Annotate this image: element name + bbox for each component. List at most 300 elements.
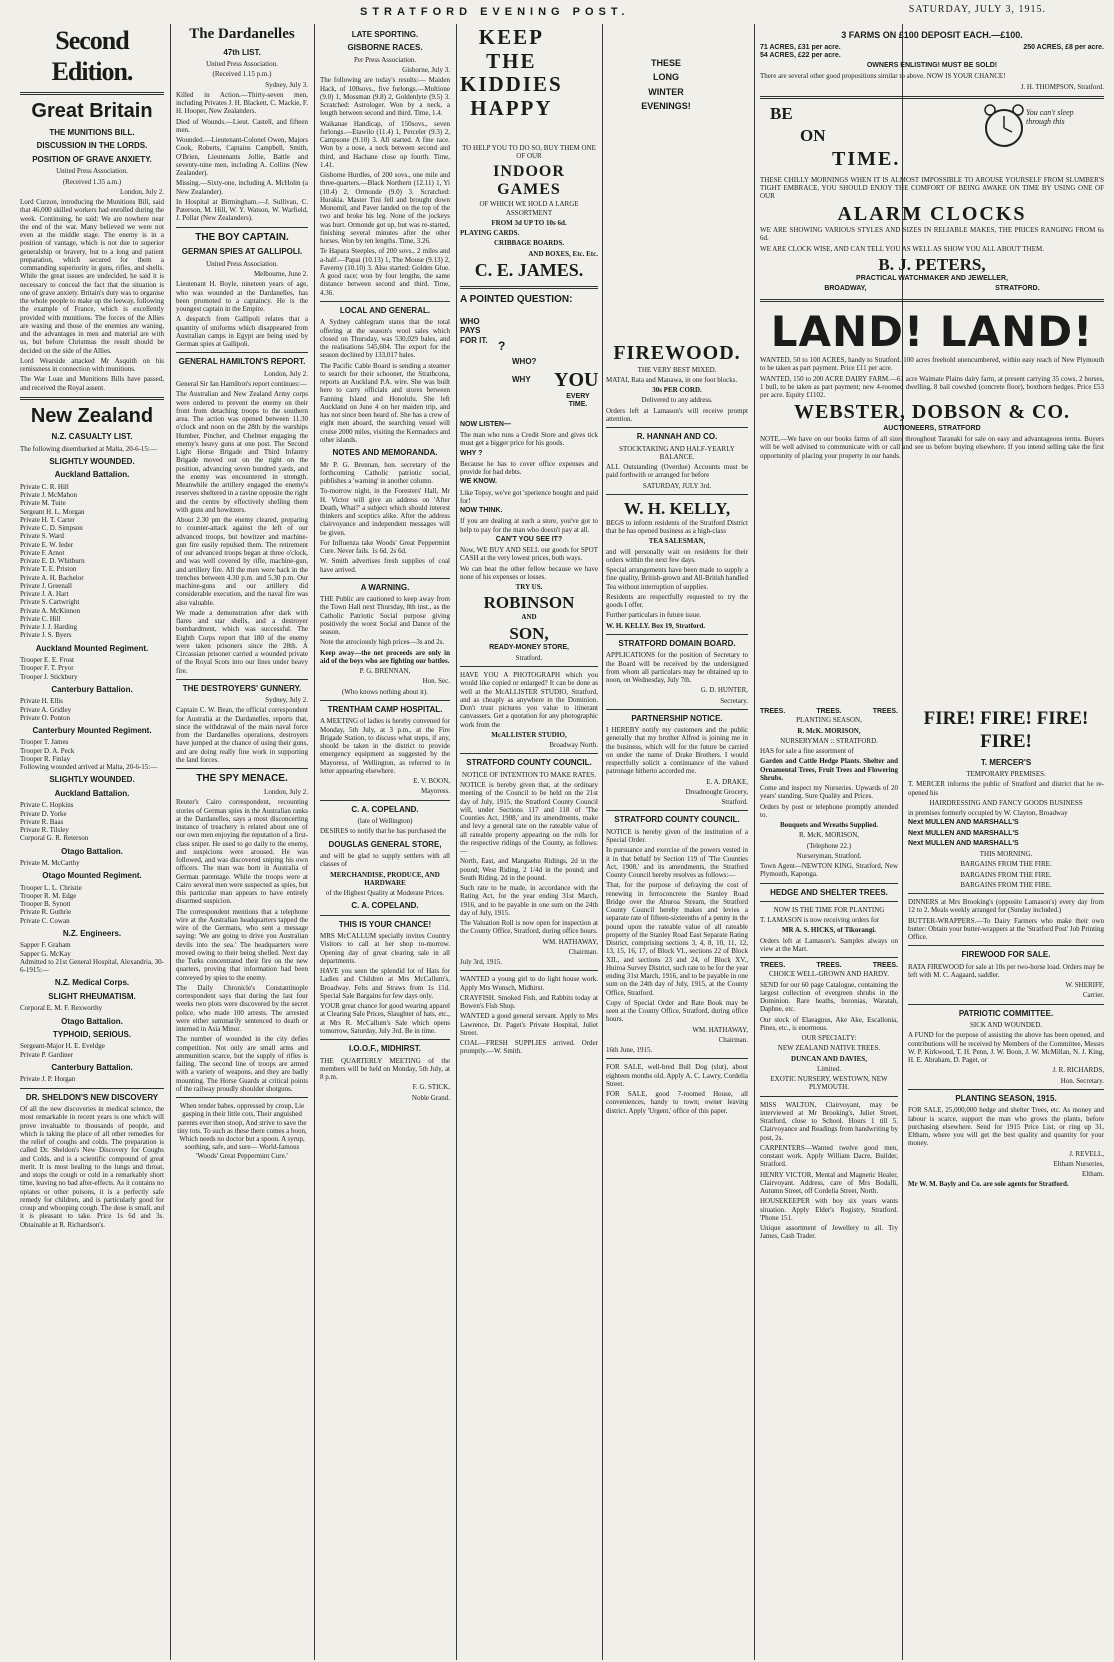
advert-headline: THE xyxy=(486,48,537,73)
classified-ad: CRAYFISH. Smoked Fish, and Rabbits today at Bowen's Fish Shop. xyxy=(460,993,598,1011)
advert-body: RATA FIREWOOD for sale at 10s per two-horse load. Orders may be left with M. C. Aagaard, saddler. xyxy=(908,962,1104,979)
name-list xyxy=(20,656,164,681)
section-heading: GENERAL HAMILTON'S REPORT. xyxy=(178,357,306,367)
casualty-name: Private C. Hopkins xyxy=(20,801,74,810)
article-paragraph: In Hospital at Birmingham.—J. Sullivan, C. Paterson, M. Hill, W. Y. Watson, W. Warfield, J. Pollar (New Zealanders). xyxy=(176,197,308,223)
advert-text: THESE xyxy=(650,58,681,68)
casualty-name: Trooper J. Stickbury xyxy=(20,672,78,681)
name-list xyxy=(20,483,164,640)
notice-subheading: SICK AND WOUNDED. xyxy=(969,1021,1042,1030)
column-rule xyxy=(754,24,755,1660)
name-list xyxy=(20,884,164,925)
signature: Nurseryman, Stratford. xyxy=(796,851,862,860)
advert-body: Further particulars in future issue. xyxy=(606,611,702,620)
advert-body: THIS MORNING. xyxy=(979,850,1033,859)
name-list xyxy=(20,697,164,722)
signature: WM. HATHAWAY, xyxy=(692,1025,748,1034)
advert-body: Next MULLEN AND MARSHALL'S xyxy=(908,819,1019,827)
advert-text: TREES. xyxy=(872,708,898,715)
advert-body: MATAI, Rata and Manawa, in one foot blocks. xyxy=(606,375,738,384)
advert-heading: R. HANNAH AND CO. xyxy=(636,432,718,442)
advert-body: T. MERCER informs the public of Stratford and district that he re-opened his xyxy=(908,780,1104,797)
advert-heading: WE KNOW. xyxy=(460,478,497,486)
received-time: (Received 1.15 p.m.) xyxy=(212,70,272,79)
section-heading: THE SPY MENACE. xyxy=(196,773,288,785)
casualty-name: Private S. Cartwright xyxy=(20,598,80,607)
article-paragraph: The Daily Chronicle's Constantinople correspondent says that during the last four weeks two plots were discovered by the secret police, who made 100 arrests. The arrested were either summarily sentenced to death or interned in Asia Minor. xyxy=(176,983,308,1034)
advert-body: There are several other good propositions similar to above. NOW IS YOUR CHANCE! xyxy=(760,72,1006,81)
advert-body: TEA SALESMAN, xyxy=(648,537,706,546)
advert-heading: DOUGLAS GENERAL STORE, xyxy=(328,839,442,849)
advert-body: MERCHANDISE, PRODUCE, AND HARDWARE xyxy=(330,870,440,887)
advert-body: READY-MONEY STORE, xyxy=(489,643,569,651)
section-heading: NOTES AND MEMORANDA. xyxy=(332,448,438,458)
advert-body: THE VERY BEST MIXED. xyxy=(637,365,717,374)
article-paragraph: The number of wounded in the city defies competition. Not only are small arms and ammunition scarce, but the supply of rifles is failing. The second line of troops are armed with a variety of weapons, and they are badly mounting. The Horse Guards at critical points of the railway proudly shoulder shotguns. xyxy=(176,1035,308,1093)
classified-ad: Unique assortment of Jewellery to all. Try James, Cash Trader. xyxy=(760,1224,898,1241)
unit-heading: Otago Battalion. xyxy=(61,1016,123,1026)
notice-date: 16th June, 1915. xyxy=(606,1046,653,1055)
advertiser-name: W. H. KELLY, xyxy=(623,498,731,518)
advert-body: Broadway North. xyxy=(549,741,598,750)
signature: Hon. Sec. xyxy=(422,677,450,686)
advert-text: TREES. xyxy=(760,962,786,970)
article-paragraph: Missing.—Sixty-one, including A. McHolm (a New Zealander). xyxy=(176,179,308,196)
article-paragraph: Admitted to 21st General Hospital, Alexandria, 30-6-1915:— xyxy=(20,957,164,975)
advert-body: WE ARE CLOCK WISE, AND CAN TELL YOU AS WELL AS SHOW YOU ALL ABOUT THEM. xyxy=(760,244,1044,253)
casualty-name: Private H. Ellis xyxy=(20,697,63,706)
advert-body: Come and inspect my Nurseries. Upwards of 20 years' standing. Sure Quality and Prices. xyxy=(760,784,898,801)
casualty-name: Sergeant H. L. Morgan xyxy=(20,507,85,516)
signature: E. V. BOON, xyxy=(413,777,450,786)
casualty-list-heading: N.Z. CASUALTY LIST. xyxy=(51,432,133,442)
advert-headline: INDOOR GAMES xyxy=(493,162,565,199)
dateline: Gisborne, July 3. xyxy=(402,66,450,75)
unit-heading: Otago Mounted Regiment. xyxy=(42,871,142,881)
casualty-name: Sergeant-Major H. E. Eveldge xyxy=(20,1042,105,1051)
advert-heading: A POINTED QUESTION: xyxy=(460,293,573,305)
advert-body: 71 ACRES, £31 per acre. xyxy=(760,43,841,51)
casualty-name: Private J. J. Harding xyxy=(20,623,77,632)
signature: WM. HATHAWAY, xyxy=(542,937,598,946)
signature: F. G. STICK, xyxy=(412,1083,450,1092)
masthead xyxy=(0,0,1114,22)
advert-body: Town Agent—NEWTON KING, Stratford, New Plymouth, Kaponga. xyxy=(760,862,898,879)
advert-body: WE ARE SHOWING VARIOUS STYLES AND SIZES IN RELIABLE MAKES, THE PRICES RANGING FROM 6s 6d. xyxy=(760,226,1104,243)
advert-body: in premises formerly occupied by W. Clayton, Broadway xyxy=(908,809,1068,818)
dateline: Sydney, July 3. xyxy=(265,80,308,89)
advert-body: Next MULLEN AND MARSHALL'S xyxy=(908,829,1019,837)
section-heading: TYPHOID, SERIOUS. xyxy=(52,1029,132,1039)
article-paragraph: General Sir Ian Hamilton's report continues:— xyxy=(176,380,307,389)
column-sporting-local xyxy=(320,26,450,1658)
advert-headline: KEEP xyxy=(478,25,544,49)
section-heading: LATE SPORTING. xyxy=(351,30,419,39)
signature: W. H. KELLY. Box 19, Stratford. xyxy=(606,621,706,630)
signature: J. H. THOMPSON, Stratford. xyxy=(1020,82,1104,91)
advert-body: STOCKTAKING AND HALF-YEARLY BALANCE. xyxy=(619,444,735,461)
notice-heading: PATRIOTIC COMMITTEE. xyxy=(958,1008,1054,1018)
advert-body: Garden and Cattle Hedge Plants. Shelter and Ornamental Trees, Fruit Trees and Flowering Shrubs. xyxy=(760,757,898,782)
advert-headline: HAPPY xyxy=(470,95,553,120)
alarm-clock-icon xyxy=(974,104,1092,152)
advert-body: Orders left at Lamason's will receive prompt attention. xyxy=(606,406,748,423)
column-firewood-notices xyxy=(606,342,748,1658)
advert-text: WHO? xyxy=(512,356,537,366)
advert-body: AND BOXES, Etc. Etc. xyxy=(528,249,598,258)
casualty-name: Private A. Gridley xyxy=(20,705,72,714)
advert-body: CHOICE WELL-GROWN AND HARDY. xyxy=(769,970,889,979)
advert-headline: FIRE! FIRE! FIRE! FIRE! xyxy=(923,708,1089,752)
winter-evenings-text xyxy=(608,56,724,114)
casualty-name: Private A. H. Bachelor xyxy=(20,573,84,582)
advert-body: (late of Wellington) xyxy=(357,817,413,826)
article-paragraph: The following are today's results:— Maiden Hack, of 100sovs., five furlongs.—Multione (9.0) 1, Mossman (9.8) 2, Goldenlyte (9.5) 3. Scratched: Astrologer. Won by a neck, a length between second and third. Time, 1.4. xyxy=(320,76,450,118)
advert-heading: I.O.O.F., MIDHIRST. xyxy=(348,1044,421,1054)
signature: Eltham Nurseries, xyxy=(1053,1159,1104,1168)
advert-body: EXOTIC NURSERY, WESTOWN, NEW PLYMOUTH. xyxy=(770,1075,888,1092)
signature: (Who knows nothing about it). xyxy=(341,687,429,696)
advert-body: NURSERYMAN :: STRATFORD. xyxy=(780,736,878,745)
casualty-name: Private E. D. Whitburn xyxy=(20,557,85,566)
article-paragraph: The Pacific Cable Board is sending a steamer to search for their schooner, the Strathcona, reports an Auckland P.A. wire. She was built here to carry officials and stores between Fanning Island and Honolulu. She left Auckland on June 4 on her maiden trip, and has not since been heard of. She has a crew of eight men aboard, the searching vessel will cruise 2000 miles, visiting the Kermadecs and other islands. xyxy=(320,361,450,444)
advertiser-name: DUNCAN AND DAVIES, xyxy=(791,1054,867,1063)
advert-body: NOTE.—We have on our books farms of all sizes throughout Taranaki for sale on easy and advantageous terms. Buyers will be well advised to communicate with or call and see us before buying elsewhere. If you intend selling take the first opportunity of placing your property in our hands. xyxy=(760,435,1104,460)
casualty-name: Private M. Tuite xyxy=(20,499,66,508)
advert-text: TREES. xyxy=(816,962,842,970)
advert-body: Residents are respectfully requested to try the goods I offer. xyxy=(606,592,748,610)
column-rule xyxy=(170,24,171,1660)
advertiser-name: ROBINSON xyxy=(483,593,575,613)
casualty-name: Private T. E. Priston xyxy=(20,565,77,574)
signature: G. D. HUNTER, xyxy=(700,686,748,695)
casualty-name: Private H. T. Carter xyxy=(20,515,75,524)
lords-subheading: DISCUSSION IN THE LORDS. xyxy=(36,141,148,151)
advert-body: HAS for sale a fine assortment of xyxy=(760,747,854,755)
dateline: Sydney, July 2. xyxy=(265,696,308,705)
advert-heading: TRENTHAM CAMP HOSPITAL. xyxy=(327,704,443,714)
notice-body: NOTICE is hereby given of the institution of a Special Order. xyxy=(606,827,748,845)
name-list xyxy=(20,1042,164,1059)
advert-body: Now, WE BUY AND SELL our goods for SPOT CASH at the very lowest prices, both ways. xyxy=(460,546,598,563)
dateline: Melbourne, June 2. xyxy=(253,270,308,279)
article-paragraph: Lord Wearside attacked Mr Asquith on his remissness in connection with munitions. xyxy=(20,356,164,373)
unit-heading: Auckland Battalion. xyxy=(54,470,130,480)
advert-body: HAIRDRESSING AND FANCY GOODS BUSINESS xyxy=(929,798,1083,807)
wire-credit: United Press Association. xyxy=(206,259,278,268)
notice-heading: PARTNERSHIP NOTICE. xyxy=(631,713,723,723)
name-list xyxy=(20,801,164,842)
advert-body: DESIRES to notify that he has purchased the xyxy=(320,827,447,836)
advertiser-name: R. McK. MORISON, xyxy=(797,726,861,735)
advert-body: MR A. S. HICKS, of Tikorangi. xyxy=(781,926,877,935)
casualty-name: Private J. Greenall xyxy=(20,581,72,590)
advert-body: WANTED, 150 to 200 ACRE DAIRY FARM.—61 acre Waimate Plains dairy farm, at present carrying 35 cows, 2 horses, 1 bull, to be taken as part payment; new 4-roomed dwelling, 8 bail cowshed (concrete floor), boxthorn hedges. Price £53 per acre. Equity £1102. xyxy=(760,374,1104,400)
advert-body: 30s PER CORD. xyxy=(652,386,702,395)
advert-body: BARGAINS FROM THE FIRE. xyxy=(960,880,1052,889)
section-heading: GERMAN SPIES AT GALLIPOLI. xyxy=(181,247,303,257)
advert-body: FOR SALE, 25,000,000 hedge and shelter Trees, etc. As money and labour is scarce, support the man who grows the plants, before purchasing elsewhere. Send for 1915 Price List, or ring up 31, Eltham, where you will get the best quality and quantity for your money. xyxy=(908,1106,1104,1148)
casualty-name: Private D. Yorke xyxy=(20,809,67,818)
advert-heading: DR. SHELDON'S NEW DISCOVERY xyxy=(25,1092,159,1102)
article-paragraph: Died of Wounds.—Lieut. Castell, and fifteen men. xyxy=(176,117,308,134)
advert-body: T. LAMASON is now receiving orders for xyxy=(760,916,880,925)
classified-ad: HENRY VICTOR, Mental and Magnetic Healer, Clairvoyant. Address, care of Mrs Bodalli, Autumn Street, off Cordelia Street, North. xyxy=(760,1170,898,1196)
advert-headline: TIME. xyxy=(832,147,901,170)
name-list xyxy=(20,738,164,763)
notice-body: Such rate to be made, in accordance with the Rating Act, for the year ending 31st March, 1916, and to be payable in one sum on the 24th day of July, 1915. xyxy=(460,884,598,917)
classified-ad: CARPENTERS—Wanted twelve good men, constant work. Apply William Dacre, Builder, Stratford. xyxy=(760,1143,898,1169)
advert-text: EVENINGS! xyxy=(641,101,691,112)
casualty-name: Private A. McKinnon xyxy=(20,606,81,615)
advertiser-name: SON, xyxy=(509,623,549,643)
casualty-name: Private J. P. Horgan xyxy=(20,1075,76,1084)
signature: P. G. BRENNAN, xyxy=(359,667,411,676)
notice-body: North, East, and Mangaehu Ridings, 2d in the pound; West Riding, 2 1/4d in the pound; and South Riding, 2d in the pound. xyxy=(460,857,598,882)
advert-body: AUCTIONEERS, STRATFORD xyxy=(883,424,981,432)
advert-body: Bouquets and Wreaths Supplied. xyxy=(779,821,879,829)
advert-body: BARGAINS FROM THE FIRE. xyxy=(960,860,1052,869)
newspaper-title: STRATFORD EVENING POST. xyxy=(360,6,630,18)
signature: Chairman. xyxy=(718,1035,748,1044)
section-heading: SLIGHTLY WOUNDED. xyxy=(49,457,135,467)
column-land-clocks xyxy=(760,26,1104,460)
advert-body: TRY US. xyxy=(515,583,543,592)
dateline: London, July 2. xyxy=(264,369,308,378)
casualty-name: Private C. D. Simpson xyxy=(20,524,83,533)
casualty-name: Private R. Baas xyxy=(20,817,64,826)
advert-body: PLANTING SEASON, xyxy=(796,716,862,725)
advert-body: The man who runs a Credit Store and gives tick must get a bigger price for his goods. xyxy=(460,431,598,448)
advert-heading: HEDGE AND SHELTER TREES. xyxy=(770,887,888,897)
wire-credit: United Press Association. xyxy=(56,167,128,176)
games-advert xyxy=(460,26,598,144)
unit-heading: Canterbury Battalion. xyxy=(51,1062,133,1072)
casualty-name: Private S. Ward xyxy=(20,532,64,541)
unit-heading: Otago Battalion. xyxy=(61,846,123,856)
casualty-name: Private R. Guthrie xyxy=(20,908,72,917)
notice-date: July 3rd, 1915. xyxy=(460,958,502,967)
article-paragraph: Reuter's Cairo correspondent, recounting stories of German spies in the Australian ranks at the Dardanelles, says a most disconcerting instance of treachery is related about one of our own men enjoying the reputation of a first-class sniper. He used to go daily to the enemy, and suspicions were aroused. He was followed, and was discovered sniping his own officers. The man was born in Australia of German parentage. While the troops were at Cairo several men were suspected as spies, but this particular man appears to have entirely disarmed suspicion. xyxy=(176,798,308,906)
notice-body: In pursuance and exercise of the powers vested in it in that behalf by Section 119 of 'The Counties Act, 1908,' and its amendments, the Stratford County Council hereby resolves as follows:— xyxy=(606,846,748,880)
casualty-name: Private O. Ponton xyxy=(20,713,70,722)
advert-headline: ON xyxy=(800,125,826,145)
casualty-name: Sapper G. McKay xyxy=(20,949,71,958)
advert-body: OF WHICH WE HOLD A LARGE ASSORTMENT xyxy=(479,200,579,217)
article-paragraph: Lord Curzon, introducing the Munitions Bill, said that 46,000 skilled workers had enrolled during the week. Continuing, he said: We are nowhere near the end of the war. Many believed we were not even at the middle stage. The enemy is in a position of vantage, which is not due to superior generalship or bravery, but to a long and patient preparation, which secured for them a commanding superiority in guns, rifles, and shells. While the great issues are undecided, he said it is necessary to conceal the fact that the situation is one of grave anxiety. Britain's duty was to organise the whole people to make up the leeway, following the example of France, which is excellently provided with munitions. The forces of the Allies are waxing and those of the enemies are waning, and the advantages in men and material are with us, but before Christmas the result should be decided on the side of the Allies. xyxy=(20,198,164,355)
advertiser-name: McALLISTER STUDIO, xyxy=(491,730,567,739)
notice-heading: STRATFORD DOMAIN BOARD. xyxy=(618,638,736,648)
article-paragraph: Mr P. G. Brennan, hon. secretary of the forthcoming Catholic patriotic social, publishes a 'warning' in another column. xyxy=(320,460,450,485)
unit-heading: Auckland Battalion. xyxy=(54,788,130,798)
advert-heading: NOW THINK. xyxy=(460,507,503,515)
advert-heading: A WARNING. xyxy=(360,582,410,592)
signature: (Telephone 22.) xyxy=(806,841,852,850)
dateline: London, July 2. xyxy=(120,187,164,196)
column-fire-notices xyxy=(908,708,1104,1658)
wire-credit: United Press Association. xyxy=(206,60,278,69)
section-heading: 47th LIST. xyxy=(223,47,261,57)
advert-body: BEGS to inform residents of the Stratford District that he has opened business as a high-class xyxy=(606,518,748,536)
advert-heading: PLANTING SEASON, 1915. xyxy=(955,1093,1057,1103)
article-paragraph: The Australian and New Zealand Army corps were ordered to prevent the enemy on their front from detaching troops to the southern area. The action was opened between 11.30 o'clock and noon on the 28th by the warships Humber, Pincher, and Chelmer engaging the enemy's heavy guns at one post. The Second Light Horse Brigade and Third Infantry Brigade moved out on the right on the position, advancing seven hundred yards, and the enemy was encountered in strength. Meanwhile the artillery engaged the enemy's reserves sheltered in a ravine opposite the right and the centre by effectively shelling them with guns and howitzers. xyxy=(176,390,308,514)
advert-text: WINTER xyxy=(648,86,684,97)
signature: Eltham. xyxy=(1082,1170,1104,1179)
advert-text: WHY xyxy=(512,374,531,384)
advert-text: WHO PAYS FOR IT. xyxy=(460,316,488,345)
advert-body: and will be glad to supply settlers with all classes of xyxy=(320,852,450,869)
column-rule xyxy=(456,24,457,1660)
advert-heading: FIREWOOD FOR SALE. xyxy=(961,950,1051,960)
advert-heading: 3 FARMS ON £100 DEPOSIT EACH.—£100. xyxy=(841,30,1023,40)
classified-ad: WANTED a good general servant. Apply to Mrs Lawrence, Dr. Paget's Private Hospital, Juliet Street. xyxy=(460,1012,598,1037)
advert-body: MRS McCALLUM specially invites Country Visitors to call at her shop to-morrow. Opening day of great clearing sale in all departments. xyxy=(320,932,450,965)
advert-verse: When tender babes, oppressed by croup, Lie gasping in their little cots, Their anguished parents ever then stoop, And strive to save the tiny tots. To such as these there comes a boon, Which needs no doctor but a spoon. A syrup, soothing, safe, and sure— World-famous 'Woods' Great Peppermint Cure.' xyxy=(177,1102,307,1160)
advert-body: Orders left at Lamason's. Samples always on view at the Mart. xyxy=(760,936,898,953)
casualty-name: Corporal G. R. Reterson xyxy=(20,834,89,843)
advert-body: PLAYING CARDS. xyxy=(460,229,520,237)
new-zealand-heading: New Zealand xyxy=(30,404,154,427)
article-paragraph: About 2.30 pm the enemy cleared, preparing to counter-attack against the left of our advanced troops, but howitzer and machine-gun fire easily repulsed them. The retirement of our advanced troops began at three o'clock, and was well covered by rifle, machine-gun, and artillery fire. All the men were back in the trenches between 4.30 p.m. and 5.30 p.m. Our machine-guns and our artillery did considerable execution, and the naval fire was also valuable. xyxy=(176,516,308,607)
casualty-name: Trooper B. Synott xyxy=(20,900,71,909)
advert-script: You can't sleep through this xyxy=(1026,107,1074,127)
advert-headline: FIREWOOD. xyxy=(613,342,741,364)
casualty-name: Private C. Hill xyxy=(20,614,61,623)
signature: E. A. DRAKE, xyxy=(706,777,748,786)
notice-body: The Valuation Roll is now open for inspection at the County Office, Stratford, during office hours. xyxy=(460,919,598,936)
casualty-name: Private R. Tilsley xyxy=(20,826,69,835)
casualty-name: Trooper F. T. Pryor xyxy=(20,664,74,673)
advert-text: ? xyxy=(498,338,506,353)
article-paragraph: Following wounded arrived at Malta, 20-6-15:— xyxy=(20,763,158,772)
article-paragraph: The following disembarked at Malta, 20-6-15:— xyxy=(20,444,157,453)
advert-text: YOU xyxy=(554,368,599,391)
advert-body: We can beat the other fellow because we have none of his expenses or losses. xyxy=(460,564,598,581)
question-advert xyxy=(460,309,598,421)
section-heading: SLIGHT RHEUMATISM. xyxy=(48,991,136,1001)
article-paragraph: Killed in Action.—Thirty-seven men, including Privates J. H. Blackett, C. Mackie, F. H. Hooper, New Zealanders. xyxy=(176,90,308,116)
casualty-name: Private J. A. Hart xyxy=(20,590,69,599)
article-paragraph: For Influenza take Woods' Great Peppermint Cure. Never fails. 1s 6d. 2s 6d. xyxy=(320,538,450,555)
advertiser-name: B. J. PETERS, xyxy=(878,254,986,274)
article-paragraph: Waikanae Handicap, of 150sovs., seven furlongs.—Etawilo (11.4) 1, Perceler (9.3) 2, Campsone (9.10) 3. All started. A fine race. Won by a nose, a neck between second and third, and Hachane close up fourth. Time, 1.41. xyxy=(320,119,450,169)
casualty-name: Private J. McMahon xyxy=(20,491,77,500)
dardanelles-heading: The Dardanelles xyxy=(189,26,295,42)
column-dardanelles xyxy=(176,26,308,1658)
advert-body: NOW IS THE TIME FOR PLANTING xyxy=(773,905,885,914)
advert-body: SATURDAY, JULY 3rd. xyxy=(642,481,712,490)
advert-body: OUR SPECIALTY: xyxy=(801,1034,857,1043)
advert-body: WANTED, 50 to 100 ACRES, handy to Stratford. 100 acres freehold unencumbered, within easy reach of New Plymouth to be taken as part payment. Price £11 per acre. xyxy=(760,356,1104,373)
casualty-name: Corporal E. M. F. Rexworthy xyxy=(20,1004,103,1013)
edition-heading: Second Edition. xyxy=(51,26,133,86)
advert-body: HAVE YOU A PHOTOGRAPH which you would like copied or enlarged? It can be done as well at the McALLISTER STUDIO, Stratford, and as cheaply as anywhere in the Dominion. Don't trust pictures you value to itinerant canvassers. Get a quotation for any photographic work from the xyxy=(460,671,598,729)
section-heading: SLIGHTLY WOUNDED. xyxy=(49,775,135,785)
article-paragraph: We made a demonstration after dark with flares and star shells, and a destroyer bombardment, which was successful. The Eighth Corps report that 180 of the enemy were taken prisoners since the 28th. A Circassian prisoner carried a wounded private of the Royal Scots into our lines under heavy fire. xyxy=(176,608,308,675)
casualty-name: Private J. S. Byers xyxy=(20,631,72,640)
advert-body: Note the atrociously high prices—3s and 2s. xyxy=(320,638,445,647)
casualty-name: Private P. Gardiner xyxy=(20,1050,74,1059)
section-heading: GISBORNE RACES. xyxy=(347,43,423,53)
column-rule xyxy=(314,24,315,1660)
casualty-name: Trooper T. James xyxy=(20,738,69,747)
advert-body: ALL Outstanding (Overdue) Accounts must be paid forthwith or arranged for before xyxy=(606,463,748,480)
advert-text: LONG xyxy=(653,72,679,83)
article-paragraph: To-morrow night, in the Foresters' Hall, Mr H. Victor will give an address on 'After Death, What?' a subject which should interest thinkers and sceptics alike. After the address clairvoyance and independent messages will be given. xyxy=(320,487,450,537)
casualty-name: Trooper R. M. Edge xyxy=(20,891,77,900)
notice-body: APPLICATIONS for the position of Secretary to the Board will be received by the undersigned from whom all particulars may be obtained up to noon, on Wednesday, July 7th. xyxy=(606,651,748,685)
advert-body: YOUR great chance for good wearing apparel at Clearing Sale Prices, Slaughter of hats, etc., at Mrs R. McCallum's Sale which opens tomorrow, Saturday, July 3rd. Be in time. xyxy=(320,1002,450,1035)
column-trees xyxy=(760,708,898,1658)
advert-heading: C. A. COPELAND. xyxy=(351,804,419,814)
notice-body: I HEREBY notify my customers and the public generally that my brother Alfred is joining me in the business, which will for the future be carried on under the name of Drake Brothers. I would respectfully solicit a continuance of the valued patronage hitherto accorded me. xyxy=(606,726,748,776)
classified-ad: MISS WALTON, Clairvoyant, may be interviewed at Mr Brooking's, Juliet Street, Stratford, close to School. Hours 1 till 5. Clairvoyance and Readings from handwriting by post, 2s. xyxy=(760,1100,898,1142)
signature: J. R. RICHARDS, xyxy=(1052,1066,1104,1075)
advert-headline: KIDDIES xyxy=(460,72,563,97)
article-paragraph: Wounded.—Lieutenant-Colonel Owen, Majors Cook, Roberts, Captains Campbell, Smith, O'Brien, Lieutenants Jollie, Battle and seventy-nine men, including A. Collins (New Zealander). xyxy=(176,136,308,178)
advert-body: If you are dealing at such a store, you've got to help to pay for the man who doesn't pay at all. xyxy=(460,517,598,534)
signature: Carrier. xyxy=(1082,991,1104,1000)
article-paragraph: The War Loan and Munitions Bills have passed, and received the Royal assent. xyxy=(20,375,164,392)
signature: J. REVELL, xyxy=(1069,1149,1104,1158)
column-rule xyxy=(602,24,603,1660)
casualty-name: Private C. R. Hill xyxy=(20,482,69,491)
advert-body: Orders by post or telephone promptly attended to. xyxy=(760,802,898,819)
advert-body: Like Topsy, we've got 'sperience bought and paid for! xyxy=(460,488,598,505)
advert-body: Limited. xyxy=(817,1064,841,1073)
casualty-name: Private E. W. Ieder xyxy=(20,540,74,549)
advert-body: 250 ACRES, £8 per acre. xyxy=(1023,43,1104,51)
advert-body: Of all the new discoveries in medical science, the most remarkable in recent years is one which will prove invaluable to thousands of people, and which is taking the place of all other remedies for the relief of coughs and colds. The preparation is called Dr. Sheldon's New Discovery for Coughs and Colds, and is a scientific compound of great merit. It is most healing to the lungs and throat, and stops the cough or cold in a remarkably short time, leaving no bad after-effects. As it contains no opiates or other poisons, it is a perfectly safe remedy for children, and is particularly good for croup and whooping cough. The dose is small, and it is pleasant to take. Price 1s 6d and 3s. Obtainable at R. Richardson's. xyxy=(20,1105,164,1229)
signature: Stratford. xyxy=(721,798,748,807)
casualty-name: Trooper E. E. Frost xyxy=(20,656,74,665)
advert-text: EVERY TIME. xyxy=(566,392,590,409)
signature: W. SHERIFF, xyxy=(1065,981,1104,990)
land-headline: LAND! LAND! xyxy=(770,306,1094,356)
unit-heading: Canterbury Battalion. xyxy=(51,684,133,694)
be-on-time-advert xyxy=(760,104,1104,176)
advert-text: TREES. xyxy=(816,708,842,715)
signature: R. McK. MORISON, xyxy=(798,831,860,840)
article-paragraph: A Sydney cablegram states that the total offering at the season's wool sales which closed on Thursday, was 530,029 bales, and the realisations 545,604. The export for the season declined by 133,017 bales. xyxy=(320,318,450,360)
unit-heading: N.Z. Engineers. xyxy=(62,928,122,938)
advertiser-name: AND xyxy=(521,613,537,622)
dateline: London, July 2. xyxy=(264,788,308,797)
advert-body: THESE CHILLY MORNINGS WHEN IT IS ALMOST IMPOSSIBLE TO AROUSE YOURSELF FROM SLUMBER'S TIGHT EMBRACE, YOU SHOULD ENJOY THE COMFORT OF BEING AWAKE ON TIME BY USING ONE OF OUR xyxy=(760,175,1104,201)
notice-subheading: NOTICE OF INTENTION TO MAKE RATES. xyxy=(462,770,596,779)
section-heading: LOCAL AND GENERAL. xyxy=(339,305,431,315)
notice-body: Copy of Special Order and Rate Book may be seen at the County Office, Stratford, during office hours. xyxy=(606,998,748,1024)
signature: Chairman. xyxy=(568,947,598,956)
advert-body: A MEETING of ladies is hereby convened for Monday, 5th July, at 3 p.m., at the Fire Brigade Station, to discuss what steps, if any, should be taken in the district to provide emergency equipment as suggested by the Mayoress, of Wellington, as referred to in letter appearing elsewhere. xyxy=(320,717,450,775)
signature: Noble Grand. xyxy=(411,1093,450,1102)
classified-ad: BUTTER-WRAPPERS.—To Dairy Farmers who make their own butter: Obtain your butter-wrappers at the 'Stratford Post' Job Printing Office. xyxy=(908,916,1104,942)
advert-headline: ALARM CLOCKS xyxy=(837,202,1027,225)
notice-body: A FUND for the purpose of assisting the above has been opened, and contributions will be received by Members of the Committee, Messrs W. P. Kirkwood, T. H. Penn, J. W. Boon, J. W. McMillan, N. J. King, H. E. Abraham, D. Paget, or xyxy=(908,1031,1104,1065)
signature: Hon. Secretary. xyxy=(1060,1076,1104,1085)
advert-body: SEND for our 60 page Catalogue, containing the largest collection of evergreen shrubs in the Dominion. Rare heaths, boronias, Waratah, Daphne, etc. xyxy=(760,980,898,1014)
article-paragraph: Lieutenant H. Boyle, nineteen years of age, who was wounded at the Dardanelles, has been promoted to a captaincy. He is the youngest captain in the Empire. xyxy=(176,280,308,314)
unit-heading: N.Z. Medical Corps. xyxy=(54,978,130,988)
issue-date: SATURDAY, JULY 3, 1915. xyxy=(908,4,1046,15)
article-paragraph: Captain C. W. Bean, the official correspondent for Australia at the Dardanelles, reports that, since the withdrawal of the main naval force from the Dardanelles operations, destroyers have jumped at the chance of using their guns, and are doing really fine work in supporting the land forces. xyxy=(176,706,308,764)
column-adverts-games xyxy=(460,26,598,1658)
advert-body: BARGAINS FROM THE FIRE. xyxy=(960,870,1052,879)
advert-heading: NOW LISTEN— xyxy=(460,420,511,428)
advert-body: Because he has to cover office expenses and provide for bad debts. xyxy=(460,459,598,477)
advert-body: FROM 3d UP TO 10s 6d. xyxy=(491,218,567,227)
casualty-name: Trooper R. Finlay xyxy=(20,754,71,763)
